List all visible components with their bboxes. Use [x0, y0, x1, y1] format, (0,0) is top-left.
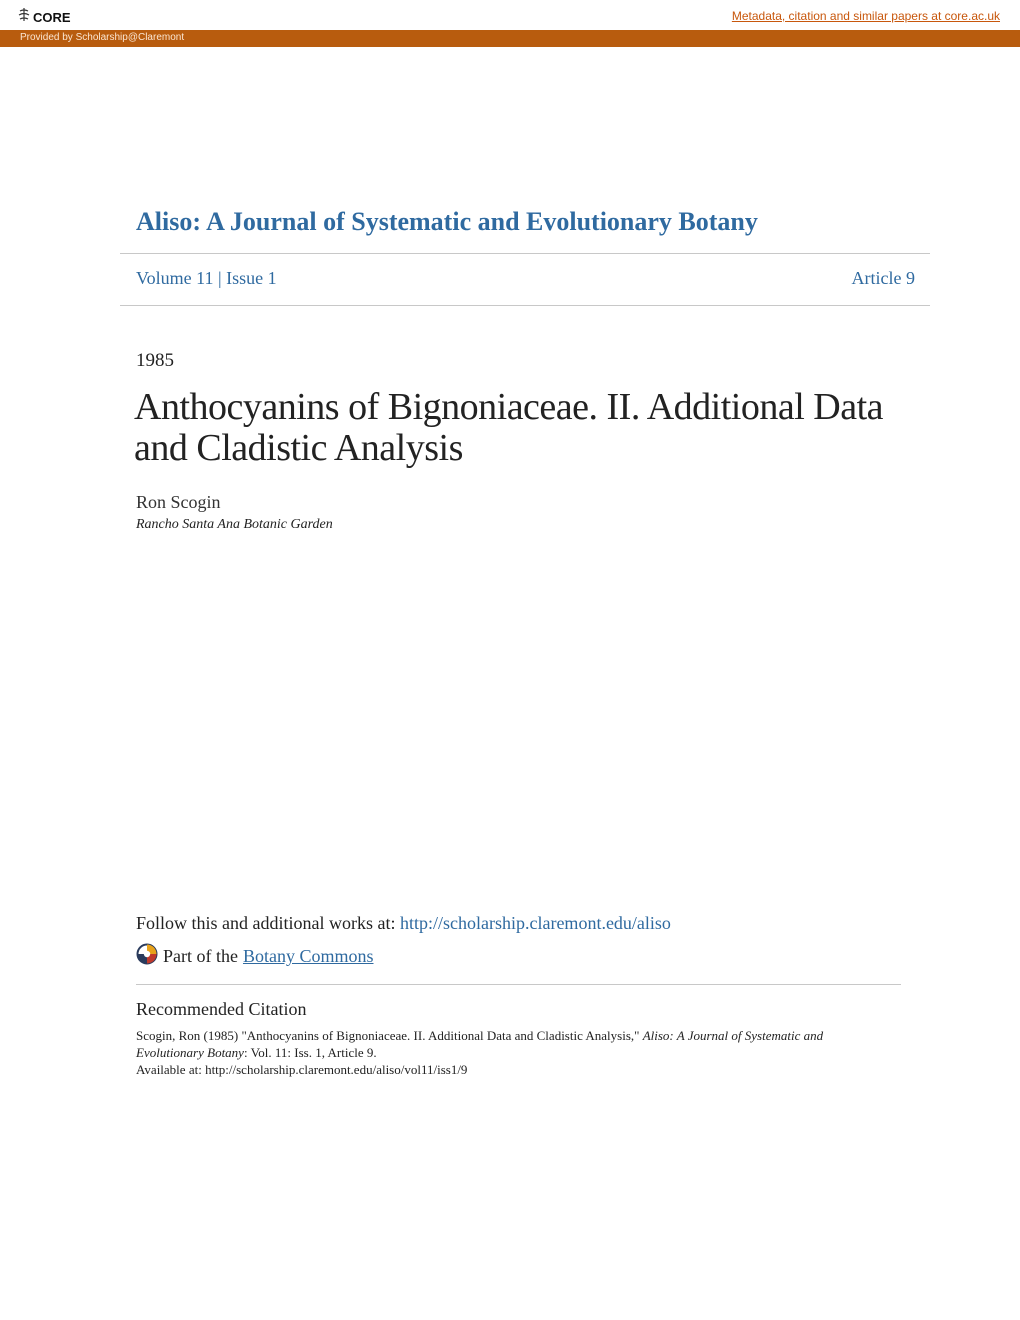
core-header: [0, 0, 1020, 30]
volume-link[interactable]: Volume 11: [136, 268, 214, 288]
provided-by-text[interactable]: Provided by Scholarship@Claremont: [20, 32, 185, 43]
volume-separator: |: [218, 268, 222, 288]
issue-link[interactable]: Issue 1: [226, 268, 277, 288]
core-metadata-link[interactable]: Metadata, citation and similar papers at core.ac.uk: [731, 9, 1000, 23]
follow-prefix: Follow this and additional works at:: [136, 913, 400, 933]
core-logo[interactable]: [18, 7, 71, 27]
citation-available: Available at: http://scholarship.claremont.edu/aliso/vol11/iss1/9: [136, 1062, 468, 1077]
follow-link[interactable]: http://scholarship.claremont.edu/aliso: [399, 913, 671, 933]
part-of-line: [136, 943, 374, 970]
volume-issue-line: [136, 268, 277, 289]
citation-text: [136, 1027, 866, 1078]
article-title: Anthocyanins of Bignoniaceae. II. Additional Data and Cladistic Analysis: [134, 386, 884, 469]
divider-bottom: [120, 305, 930, 306]
commons-network-icon: [136, 943, 158, 970]
author-affiliation: Rancho Santa Ana Botanic Garden: [136, 517, 333, 532]
article-number[interactable]: Article 9: [851, 268, 915, 288]
botany-commons-link[interactable]: Botany Commons: [242, 946, 374, 966]
publication-year: 1985: [136, 350, 174, 371]
provided-by-bar: [0, 30, 1020, 47]
citation-text-start: Scogin, Ron (1985) "Anthocyanins of Bignoniaceae. II. Additional Data and Cladistic Analysis,": [136, 1028, 643, 1043]
core-logo-label: CORE: [33, 9, 71, 25]
core-logo-icon: [18, 7, 30, 27]
citation-text-end: : Vol. 11: Iss. 1, Article 9.: [243, 1045, 377, 1060]
follow-line: [136, 913, 671, 934]
divider-top: [120, 253, 930, 254]
recommended-citation-heading: Recommended Citation: [136, 999, 307, 1019]
part-of-prefix: Part of the: [163, 946, 238, 966]
citation-divider: [136, 984, 901, 985]
journal-title[interactable]: Aliso: A Journal of Systematic and Evolutionary Botany: [136, 207, 758, 236]
citation-journal: Aliso: A Journal of Systematic and Evolutionary Botany: [136, 1028, 824, 1060]
author-name[interactable]: Ron Scogin: [136, 492, 221, 512]
